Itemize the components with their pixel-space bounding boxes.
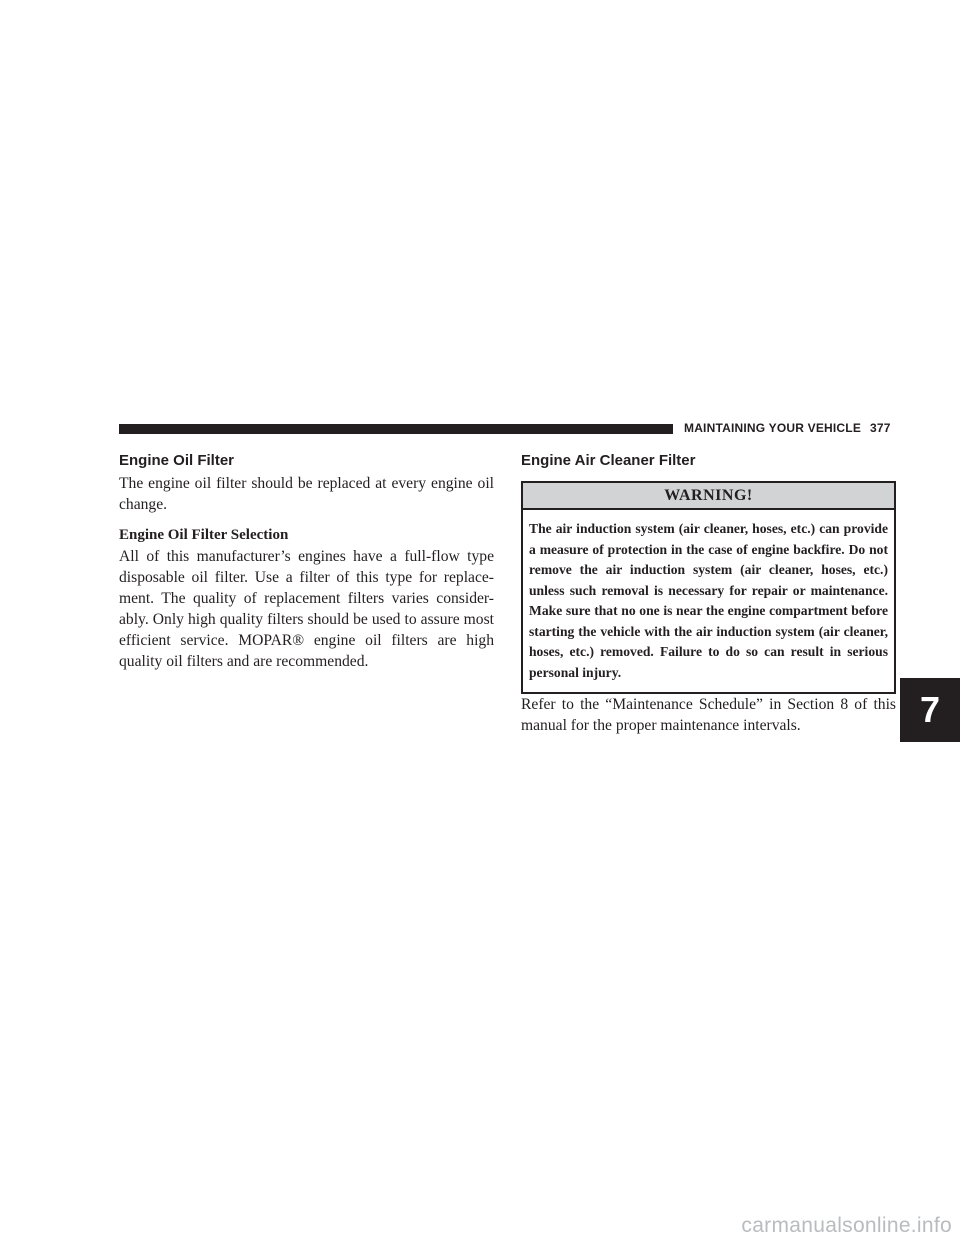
header-rule [119,424,673,434]
warning-box [521,481,896,694]
chapter-tab: 7 [900,678,960,742]
page-number: 377 [870,421,891,435]
engine-oil-filter-heading: Engine Oil Filter [119,452,235,469]
engine-oil-filter-intro: The engine oil filter should be replaced at every engine oil change. [119,475,494,513]
section-title: MAINTAINING YOUR VEHICLE [684,421,862,435]
running-header [684,421,891,435]
left-column [119,451,494,672]
right-column [521,451,896,736]
air-cleaner-filter-heading: Engine Air Cleaner Filter [521,452,696,469]
maintenance-schedule-reference: Refer to the “Maintenance Schedule” in Section 8 of this manual for the proper maintenance intervals. [521,696,896,734]
oil-filter-selection-heading: Engine Oil Filter Selection [119,527,289,543]
warning-title: WARNING! [523,483,894,510]
warning-text: The air induction system (air cleaner, hoses, etc.) can provide a measure of protection in the case of engine backfire. Do not remove the air induction system (air cleaner, hoses, etc.) unless such removal is necessary for repair or maintenance. Make sure that no one is near the engine compartment before starting the vehicle with the air induction system (air cleaner, hoses, etc.) removed. Failure to do so can result in serious personal injury. [529,521,888,680]
oil-filter-selection-body: All of this manufacturer’s engines have a full-flow type disposable oil filter. Use a filter of this type for replace- ment. The quality of replacement filters varies consider- ably. Only high quality filters should be used to assure most efficient service. MOPAR® engine oil filters are high quality oil filters and are recommended. [119,548,494,670]
watermark: carmanualsonline.info [741,1214,952,1237]
